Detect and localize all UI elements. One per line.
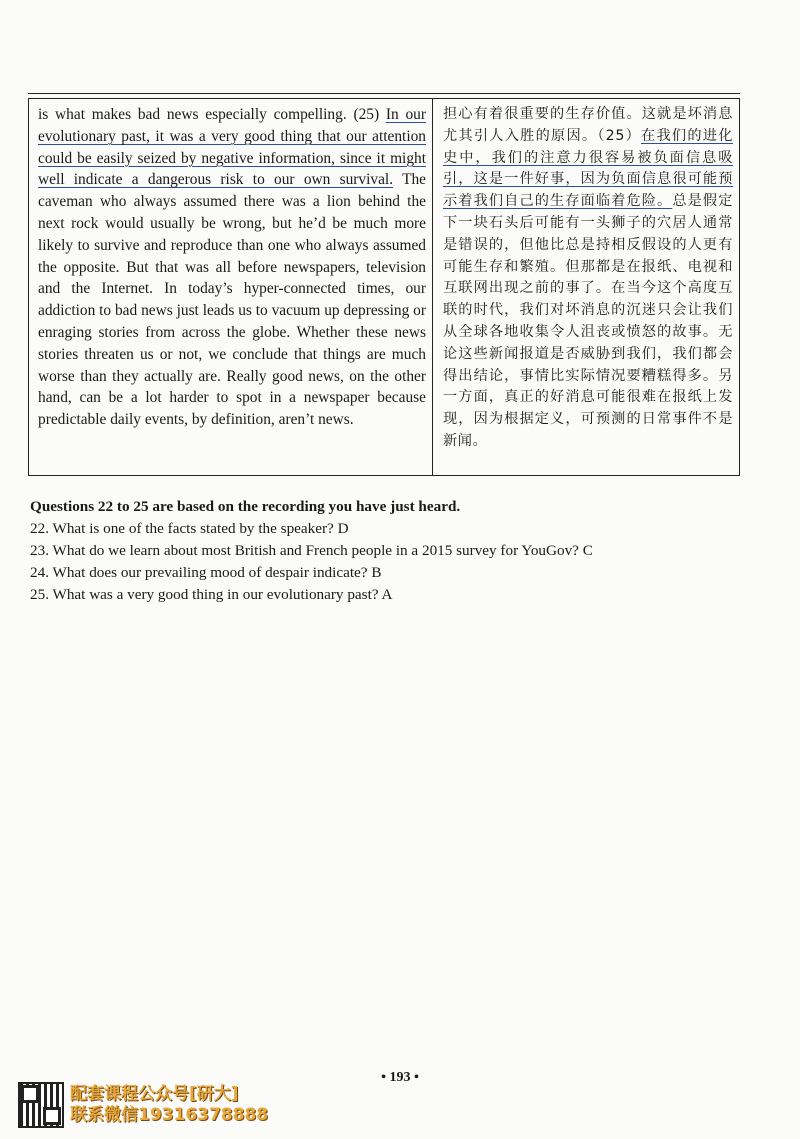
passage-table [28, 98, 740, 476]
chinese-translation [433, 99, 739, 475]
english-underlined-answer: In our evolutionary past, it was a very good thing that our attention could be easily seized by negative information, since it might well indicate a dangerous risk to our own survival. [38, 106, 426, 189]
questions-heading: Questions 22 to 25 are based on the recording you have just heard. [30, 498, 461, 515]
watermark-text [70, 1084, 268, 1126]
question-item: 22. What is one of the facts stated by the speaker? D [30, 520, 349, 537]
english-text-before: is what makes bad news especially compelling. (25) [38, 106, 386, 123]
chinese-text-before: 担心有着很重要的生存价值。这就是坏消息尤其引人入胜的原因。（25） [443, 106, 733, 144]
questions-section [30, 496, 770, 606]
page-number: • 193 • [381, 1070, 419, 1085]
watermark [18, 1080, 318, 1130]
chinese-text-after: 总是假定下一块石头后可能有一头狮子的穴居人通常是错误的，但他比总是持相反假设的人更有可能生存和繁殖。但那都是在报纸、电视和互联网出现之前的事了。在当今这个高度互联的时代，我们对坏消息的沉迷只会让我们从全球各地收集令人沮丧或愤怒的故事。无论这些新闻报道是否威胁到我们，我们都会得出结论，事情比实际情况要糟糕得多。另一方面，真正的好消息可能很难在报纸上发现，因为根据定义，可预测的日常事件不是新闻。 [443, 193, 733, 449]
watermark-line-1: 配套课程公众号[研大] [70, 1084, 239, 1104]
question-item: 23. What do we learn about most British and French people in a 2015 survey for YouGov? C [30, 542, 593, 559]
watermark-line-2: 联系微信19316378888 [70, 1105, 269, 1125]
qr-code-icon [18, 1082, 64, 1128]
chinese-underlined-answer: 在我们的进化史中，我们的注意力很容易被负面信息吸引，这是一件好事，因为负面信息很可能预示着我们自己的生存面临着危险。 [443, 127, 733, 210]
question-item: 25. What was a very good thing in our evolutionary past? A [30, 586, 393, 603]
english-text-after: The caveman who always assumed there was a lion behind the next rock would usually be wrong, but he’d be much more likely to survive and reproduce than one who always assumed the opposite. But that was all before newspapers, television and the Internet. In today’s hyper-connected times, our addiction to bad news just leads us to vacuum up depressing or enraging stories from across the globe. Whether these news stories threaten us or not, we conclude that things are much worse than they actually are. Really good news, on the other hand, can be a lot harder to spot in a newspaper because predictable daily events, by definition, aren’t news. [38, 171, 426, 429]
english-passage [29, 99, 433, 475]
question-item: 24. What does our prevailing mood of despair indicate? B [30, 564, 382, 581]
